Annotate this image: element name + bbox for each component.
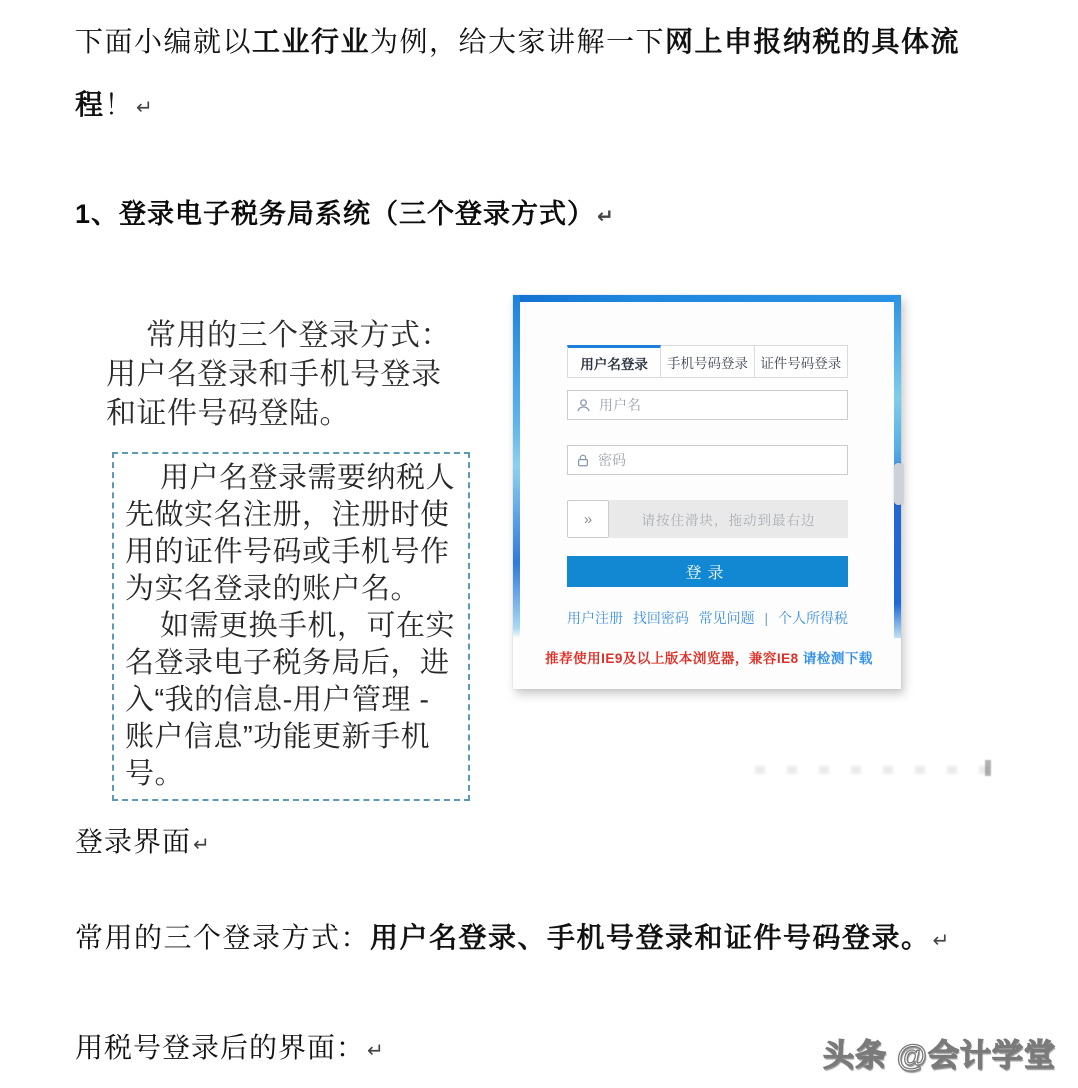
faded-watermark-smudge — [755, 766, 1000, 774]
after-login-caption — [75, 1026, 384, 1066]
paragraph-mark-icon: ↵ — [367, 1040, 384, 1062]
faq-link[interactable]: 常见问题 — [698, 610, 755, 626]
double-chevron-icon: » — [583, 510, 593, 528]
tab-username-login[interactable]: 用户名登录 — [567, 345, 661, 378]
password-field[interactable] — [567, 445, 848, 475]
para1-text: 下面小编就以 — [75, 26, 253, 57]
section-heading-text: 1、登录电子税务局系统（三个登录方式） — [75, 199, 596, 229]
login-methods-summary: 常用的三个登录方式：用户名登录和手机号登录和证件号码登陆。 — [106, 319, 451, 430]
login-button[interactable]: 登录 — [567, 556, 848, 587]
register-link[interactable]: 用户注册 — [567, 610, 623, 626]
username-input[interactable] — [599, 397, 839, 413]
password-input[interactable] — [598, 452, 839, 468]
user-icon — [576, 398, 591, 413]
forgot-password-link[interactable]: 找回密码 — [632, 610, 689, 626]
para2-text: 常用的三个登录方式： — [75, 922, 371, 953]
paragraph-mark-icon: ↵ — [136, 97, 153, 119]
para3-text: 用税号登录后的界面： — [75, 1032, 366, 1063]
captcha-slider — [567, 500, 848, 538]
paragraph-mark-icon: ↵ — [932, 930, 950, 952]
paragraph-mark-icon: ↵ — [597, 206, 614, 228]
slider-handle[interactable] — [567, 500, 609, 538]
faded-watermark-smudge — [985, 760, 991, 776]
login-tabs — [567, 345, 848, 378]
caption-text: 登录界面 — [75, 826, 192, 857]
slider-track — [609, 500, 848, 538]
username-field[interactable] — [567, 390, 848, 420]
login-links — [567, 608, 848, 628]
login-screen-caption — [75, 820, 210, 860]
lock-icon — [576, 453, 590, 468]
tax-login-screenshot — [513, 295, 901, 689]
login-methods-paragraph — [75, 918, 1065, 961]
toutiao-watermark: 头条 @会计学堂 — [823, 1038, 1056, 1073]
para1-text2: 为例，给大家讲解一下 — [370, 26, 666, 57]
browser-notice — [539, 647, 879, 667]
intro-paragraph — [75, 10, 993, 140]
tab-certificate-login[interactable]: 证件号码登录 — [755, 345, 848, 378]
browser-check-link[interactable]: 请检测下载 — [802, 651, 873, 666]
slider-hint-text: 请按住滑块，拖动到最右边 — [641, 513, 816, 528]
note-paragraph-2: 如需更换手机，可在实名登录电子税务局后，进入“我的信息-用户管理 - 账户信息”功能更新手机号。 — [125, 610, 456, 790]
paragraph-mark-icon: ↵ — [193, 834, 210, 856]
section-heading — [75, 192, 614, 231]
para1-exclaim: ！ — [104, 89, 135, 120]
note-box — [112, 452, 470, 801]
browser-notice-text: 推荐使用IE9及以上版本浏览器，兼容IE8 — [545, 651, 799, 666]
links-divider: | — [764, 610, 769, 626]
note-paragraph-1: 用户名登录需要纳税人先做实名注册，注册时使用的证件号码或手机号作为实名登录的账户名。 — [125, 462, 456, 605]
scrollbar-thumb[interactable] — [894, 463, 903, 505]
para1-bold-industry: 工业行业 — [252, 26, 371, 57]
para1-bold-process: 网上申报纳税的具体流程 — [75, 26, 961, 120]
panel-frame-left — [513, 295, 520, 638]
tab-phone-login[interactable]: 手机号码登录 — [661, 345, 754, 378]
personal-income-tax-link[interactable]: 个人所得税 — [777, 610, 848, 626]
para2-bold-methods: 用户名登录、手机号登录和证件号码登录。 — [370, 922, 931, 953]
